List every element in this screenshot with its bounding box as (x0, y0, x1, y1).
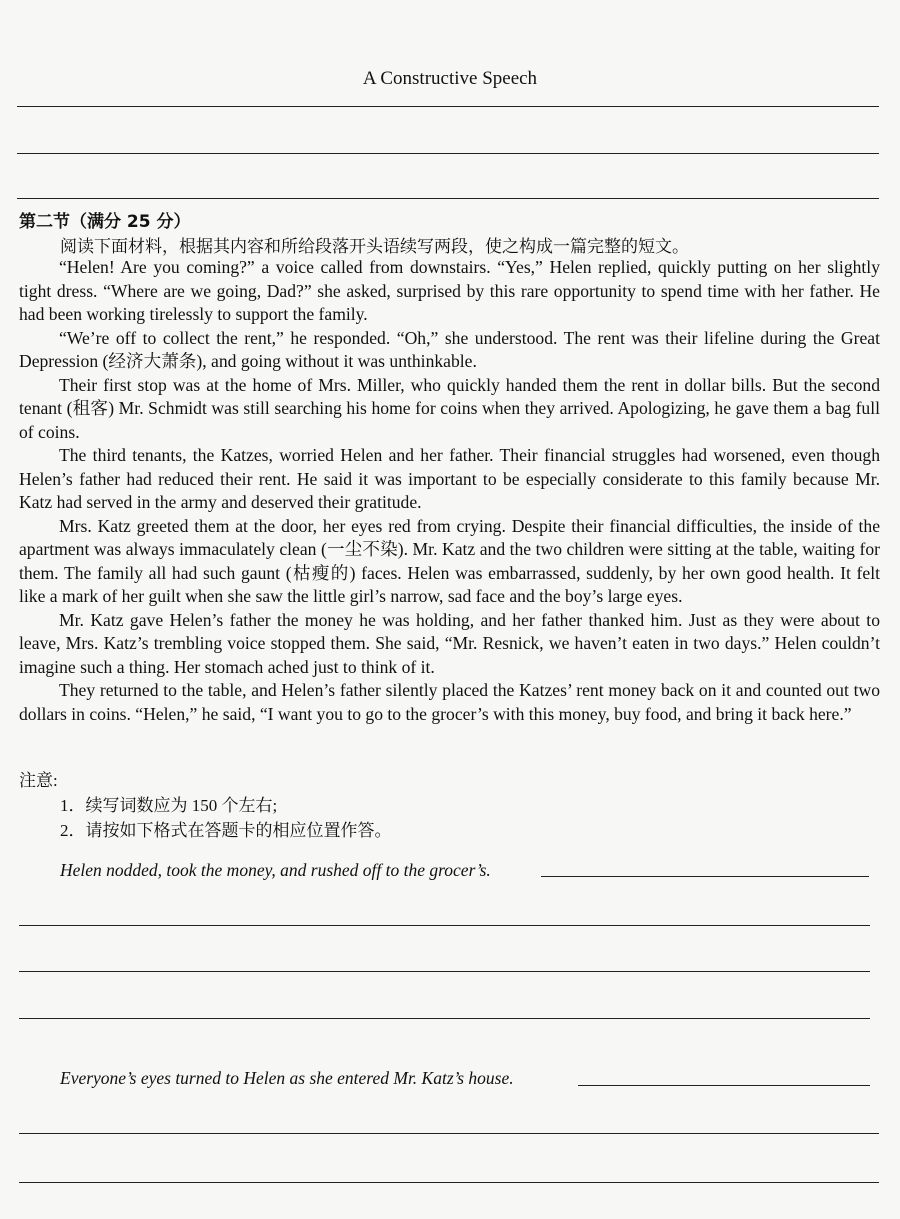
note-item: 1．续写词数应为 150 个左右; (60, 796, 278, 815)
writing-title: A Constructive Speech (362, 68, 538, 89)
section-instruction: 阅读下面材料，根据其内容和所给段落开头语续写两段，使之构成一篇完整的短文。 (60, 237, 689, 256)
answer-line (17, 153, 879, 154)
note-item: 2．请按如下格式在答题卡的相应位置作答。 (60, 821, 392, 840)
answer-line[interactable] (19, 1133, 879, 1134)
answer-line (17, 198, 879, 199)
answer-line[interactable] (19, 925, 870, 926)
answer-line[interactable] (19, 971, 870, 972)
reading-passage (19, 256, 880, 726)
notes-heading: 注意: (19, 771, 58, 790)
passage-paragraph: Mrs. Katz greeted them at the door, her eyes red from crying. Despite their financial difficulties, the inside of the apartment was always immaculately clean (一尘不染). Mr. Katz and the two children were sitting at the table, waiting for them. The family all had such gaunt (枯瘦的) faces. Helen was embarrassed, suddenly, by her own good health. It felt like a mark of her guilt when she saw the little girl’s narrow, sad face and the boy’s large eyes. (19, 515, 880, 606)
answer-line[interactable] (19, 1182, 879, 1183)
section-heading: 第二节（满分 25 分） (19, 212, 191, 232)
paragraph-prompt-2: Everyone’s eyes turned to Helen as she entered Mr. Katz’s house. (60, 1068, 514, 1088)
answer-line[interactable] (19, 1018, 870, 1019)
passage-paragraph: “Helen! Are you coming?” a voice called from downstairs. “Yes,” Helen replied, quickly putting on her slightly tight dress. “Where are we going, Dad?” she asked, surprised by this rare opportunity to spend time with her father. He had been working tirelessly to support the family. (19, 257, 880, 324)
passage-paragraph: They returned to the table, and Helen’s father silently placed the Katzes’ rent money back on it and counted out two dollars in coins. “Helen,” he said, “I want you to go to the grocer’s with this money, buy food, and bring it back here.” (19, 680, 880, 724)
paragraph-prompt-1: Helen nodded, took the money, and rushed off to the grocer’s. (60, 860, 491, 880)
answer-line (17, 106, 879, 107)
answer-line[interactable] (541, 876, 869, 877)
passage-paragraph: “We’re off to collect the rent,” he responded. “Oh,” she understood. The rent was their lifeline during the Great Depression (经济大萧条), and going without it was unthinkable. (19, 327, 880, 371)
passage-paragraph: Their first stop was at the home of Mrs. Miller, who quickly handed them the rent in dollar bills. But the second tenant (租客) Mr. Schmidt was still searching his home for coins when they arrived. Apologizing, he gave them a bag full of coins. (19, 374, 880, 442)
passage-paragraph: The third tenants, the Katzes, worried Helen and her father. Their financial struggles had worsened, even though Helen’s father had reduced their rent. He said it was important to be especially considerate to this family because Mr. Katz had served in the army and deserved their gratitude. (19, 445, 880, 512)
answer-line[interactable] (578, 1085, 870, 1086)
passage-paragraph: Mr. Katz gave Helen’s father the money he was holding, and her father thanked him. Just as they were about to leave, Mrs. Katz’s trembling voice stopped them. She said, “Mr. Resnick, we haven’t eaten in two days.” Helen couldn’t imagine such a thing. Her stomach ached just to think of it. (19, 609, 880, 677)
